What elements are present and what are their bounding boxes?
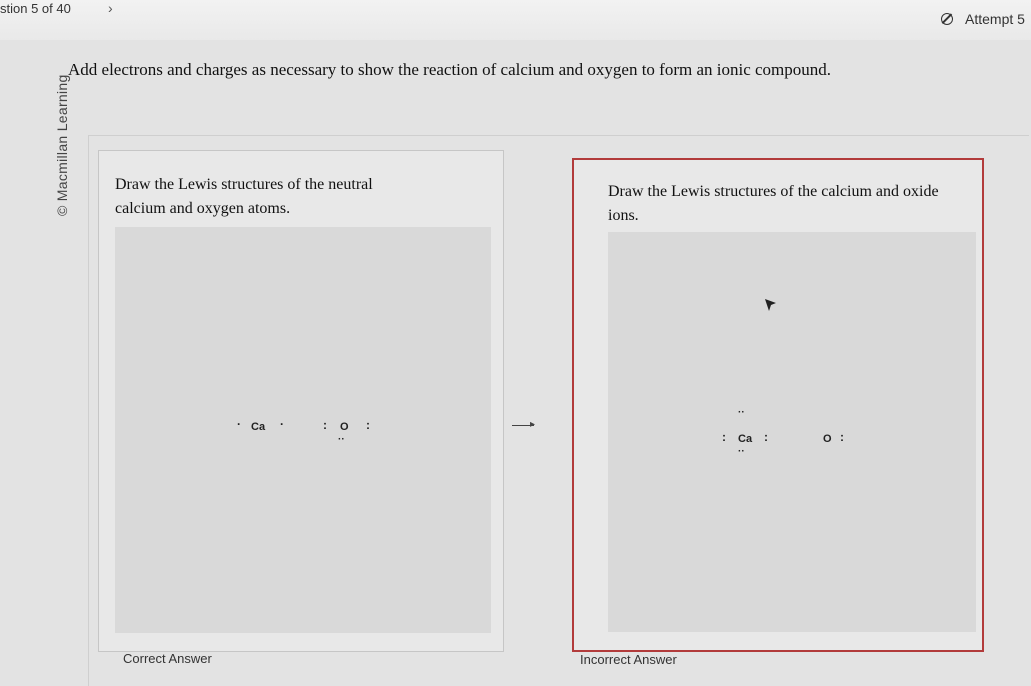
ions-drawing-area[interactable]: ·· : Ca : ·· O : bbox=[608, 232, 976, 632]
left-panel-instruction-line2: calcium and oxygen atoms. bbox=[115, 200, 291, 217]
next-question-chevron-icon[interactable]: › bbox=[108, 0, 113, 16]
oxide-ion-symbol[interactable]: O bbox=[823, 433, 832, 445]
calcium-ion-symbol[interactable]: Ca bbox=[738, 433, 753, 445]
left-result-label: Correct Answer bbox=[123, 651, 212, 666]
oxygen-atom-symbol[interactable]: O bbox=[340, 421, 349, 433]
top-bar bbox=[0, 0, 1031, 40]
neutral-atoms-drawing-area[interactable]: · Ca · : O : ·· bbox=[115, 227, 491, 633]
right-panel-instruction-line2: ions. bbox=[608, 207, 639, 224]
not-allowed-icon bbox=[941, 13, 953, 25]
copyright-credit: © Macmillan Learning bbox=[54, 74, 70, 216]
right-result-label: Incorrect Answer bbox=[580, 652, 677, 667]
left-panel-instruction-line1: Draw the Lewis structures of the neutral bbox=[115, 176, 373, 193]
right-panel-instruction-line1: Draw the Lewis structures of the calcium and oxide bbox=[608, 183, 939, 200]
ions-panel bbox=[572, 158, 984, 667]
arrow-head-icon: ▸ bbox=[530, 419, 536, 430]
attempt-indicator bbox=[941, 11, 1025, 27]
neutral-atoms-panel bbox=[98, 150, 504, 666]
question-counter: stion 5 of 40 bbox=[0, 1, 71, 16]
question-text: Add electrons and charges as necessary to show the reaction of calcium and oxygen to form an ionic compound. bbox=[68, 60, 832, 79]
calcium-atom-symbol[interactable]: Ca bbox=[251, 421, 266, 433]
attempt-label: Attempt 5 bbox=[965, 11, 1025, 27]
mouse-pointer-icon bbox=[764, 298, 778, 314]
